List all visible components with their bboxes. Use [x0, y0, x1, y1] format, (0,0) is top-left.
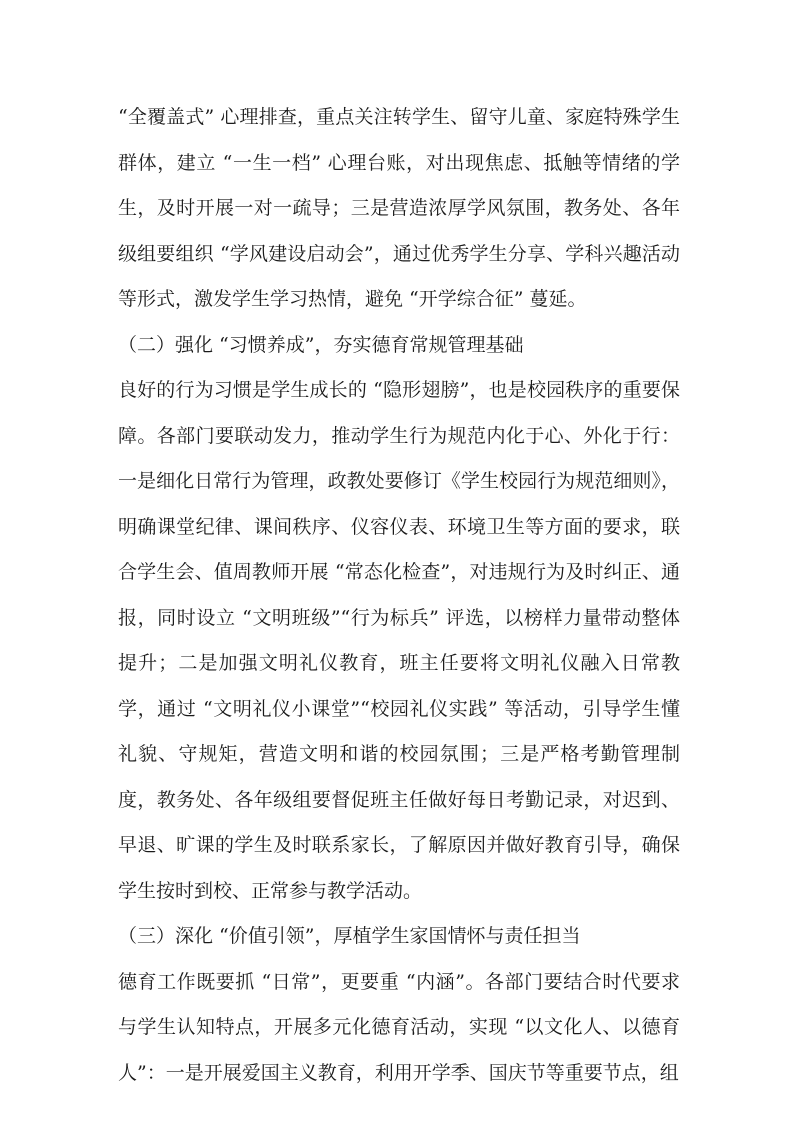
document-body [118, 95, 680, 1096]
paragraph-values: 德育工作既要抓 “日常”，更要重 “内涵”。各部门要结合时代要求与学生认知特点，开展多元化德育活动，实现 “以文化人、以德育人”：一是开展爱国主义教育，利用开学季、国庆节等重要节点，组 [118, 970, 680, 1084]
section-heading-values: （三）深化 “价值引领”，厚植学生家国情怀与责任担当 [118, 925, 581, 947]
section-heading-habits: （二）强化 “习惯养成”，夯实德育常规管理基础 [118, 333, 524, 356]
paragraph-psych-screening: “全覆盖式” 心理排查，重点关注转学生、留守儿童、家庭特殊学生群体，建立 “一生一档” 心理台账，对出现焦虑、抵触等情绪的学生，及时开展一对一疏导；三是营造浓厚学风氛围，教务处、各年级组要组织 “学风建设启动会”，通过优秀学生分享、学科兴趣活动等形式，激发学生学习热情，避免 “开学综合征” 蔓延。 [118, 106, 680, 310]
paragraph-habits: 良好的行为习惯是学生成长的 “隐形翅膀”，也是校园秩序的重要保障。各部门要联动发力，推动学生行为规范内化于心、外化于行：一是细化日常行为管理，政教处要修订《学生校园行为规范细则》，明确课堂纪律、课间秩序、仪容仪表、环境卫生等方面的要求，联合学生会、值周教师开展 “常态化检查”，对违规行为及时纠正、通报，同时设立 “文明班级”“行为标兵” 评选，以榜样力量带动整体提升；二是加强文明礼仪教育，班主任要将文明礼仪融入日常教学，通过 “文明礼仪小课堂”“校园礼仪实践” 等活动，引导学生懂礼貌、守规矩，营造文明和谐的校园氛围；三是严格考勤管理制度，教务处、各年级组要督促班主任做好每日考勤记录，对迟到、早退、旷课的学生及时联系家长，了解原因并做好教育引导，确保学生按时到校、正常参与教学活动。 [118, 379, 680, 902]
